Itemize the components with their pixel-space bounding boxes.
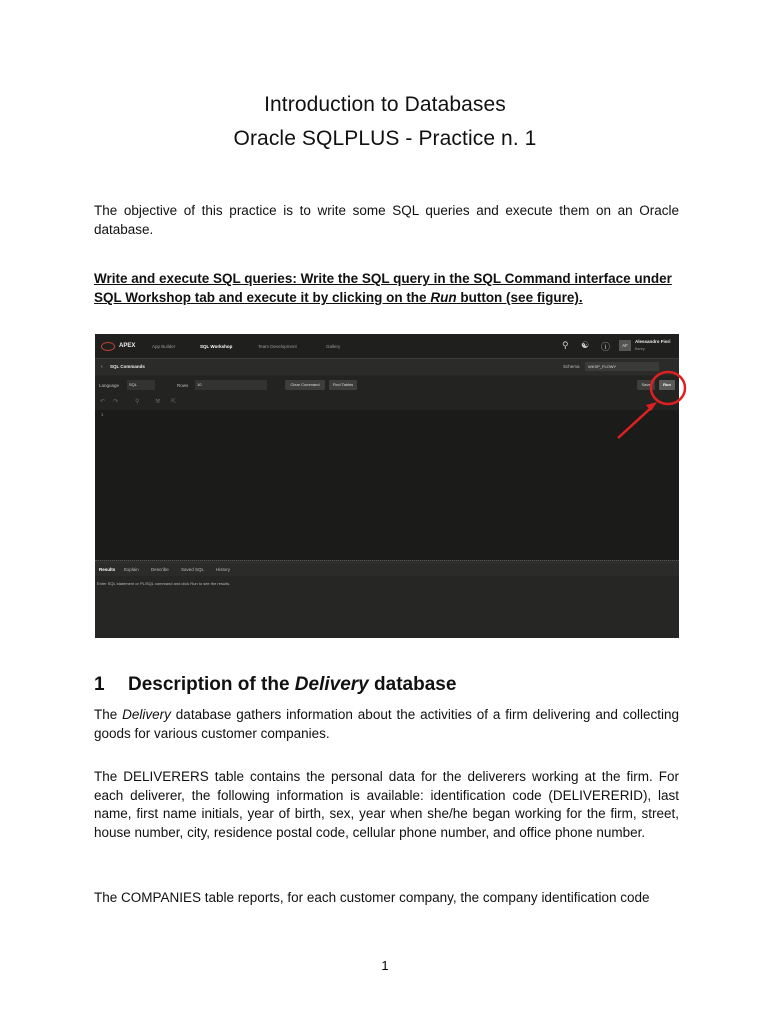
document-subtitle: Oracle SQLPLUS - Practice n. 1 — [233, 127, 537, 150]
back-icon[interactable]: ‹ — [101, 364, 103, 370]
undo-icon[interactable]: ↶ — [100, 399, 106, 405]
user-avatar[interactable]: AF — [619, 340, 631, 351]
instruction-paragraph — [94, 269, 679, 307]
instruction-text-1: Write and execute SQL queries: Write the SQL query in the SQL Command interface under SQL Workshop tab and execute it by clicking on the — [94, 271, 672, 305]
section-number: 1 — [94, 674, 105, 695]
apex-logo-text: APEX — [119, 343, 136, 349]
editor-toolbar — [95, 394, 679, 410]
apex-header — [95, 334, 679, 359]
tab-describe[interactable]: Describe — [151, 567, 169, 572]
user-workspace: fiorey — [635, 346, 645, 351]
wrench-icon[interactable]: ⚒ — [155, 399, 161, 405]
delivery-paragraph-pre: The — [94, 707, 123, 722]
help-icon[interactable]: ⓘ — [601, 342, 611, 352]
run-button[interactable]: Run — [659, 380, 675, 390]
language-select[interactable]: SQL — [127, 380, 155, 390]
delivery-paragraph-em: Delivery — [122, 707, 171, 722]
line-number: 1 — [101, 412, 104, 417]
breadcrumb: SQL Commands — [110, 364, 145, 369]
delivery-paragraph — [94, 706, 679, 743]
results-panel — [95, 576, 679, 638]
results-message: Enter SQL statement or PL/SQL command and click Run to see the results. — [97, 581, 231, 586]
instruction-text-2: button (see figure). — [456, 290, 583, 305]
section-title-post: database — [368, 674, 457, 695]
user-settings-icon[interactable]: ☯ — [581, 340, 590, 350]
rows-select[interactable]: 10 — [195, 380, 267, 390]
find-icon[interactable]: ⚲ — [135, 399, 140, 405]
oracle-logo-icon — [101, 342, 115, 351]
nav-app-builder[interactable]: App Builder — [152, 344, 176, 349]
schema-label: Schema — [563, 364, 580, 369]
find-tables-button[interactable]: Find Tables — [329, 380, 357, 390]
results-tab-bar — [95, 564, 679, 576]
clear-command-button[interactable]: Clear Command — [285, 380, 325, 390]
delivery-paragraph-post: database gathers information about the activities of a firm delivering and collecting goods for various customer companies. — [94, 707, 680, 741]
command-toolbar — [95, 376, 679, 394]
page-number: 1 — [381, 958, 389, 973]
section-title-em: Delivery — [294, 674, 369, 695]
section-heading — [94, 674, 456, 696]
breadcrumb-bar — [95, 359, 679, 375]
rows-label: Rows — [177, 383, 189, 388]
schema-select[interactable]: WKSP_FLOWY — [585, 362, 659, 371]
expand-icon[interactable]: ⇱ — [171, 399, 177, 405]
intro-paragraph: The objective of this practice is to write some SQL queries and execute them on an Oracle database. — [94, 203, 679, 237]
deliverers-paragraph: The DELIVERERS table contains the personal data for the deliverers working at the firm. For each deliverer, the following information is available: identification code (DELIVERERID), last name, first name initials, year of birth, sex, year when she/he began working for the firm, street, house number, city, residence postal code, cellular phone number, and office phone number. — [94, 769, 679, 840]
sql-editor[interactable] — [95, 410, 679, 560]
companies-paragraph: The COMPANIES table reports, for each customer company, the company identification code — [94, 890, 650, 905]
section-title-pre: Description of the — [128, 674, 295, 695]
redo-icon[interactable]: ↷ — [113, 399, 119, 405]
search-icon[interactable]: ⚲ — [562, 340, 569, 350]
tab-explain[interactable]: Explain — [124, 567, 139, 572]
tab-saved-sql[interactable]: Saved SQL — [181, 567, 205, 572]
tab-results[interactable]: Results — [99, 567, 116, 572]
user-name: Alessandro Fiori — [635, 339, 671, 344]
nav-team-development[interactable]: Team Development — [258, 344, 297, 349]
nav-gallery[interactable]: Gallery — [326, 344, 341, 349]
language-label: Language — [99, 383, 120, 388]
document-title: Introduction to Databases — [264, 93, 506, 116]
instruction-run-word: Run — [430, 290, 457, 305]
nav-sql-workshop[interactable]: SQL Workshop — [200, 344, 233, 349]
apex-screenshot — [95, 334, 679, 638]
save-button[interactable]: Save — [637, 380, 655, 390]
tab-history[interactable]: History — [216, 567, 231, 572]
